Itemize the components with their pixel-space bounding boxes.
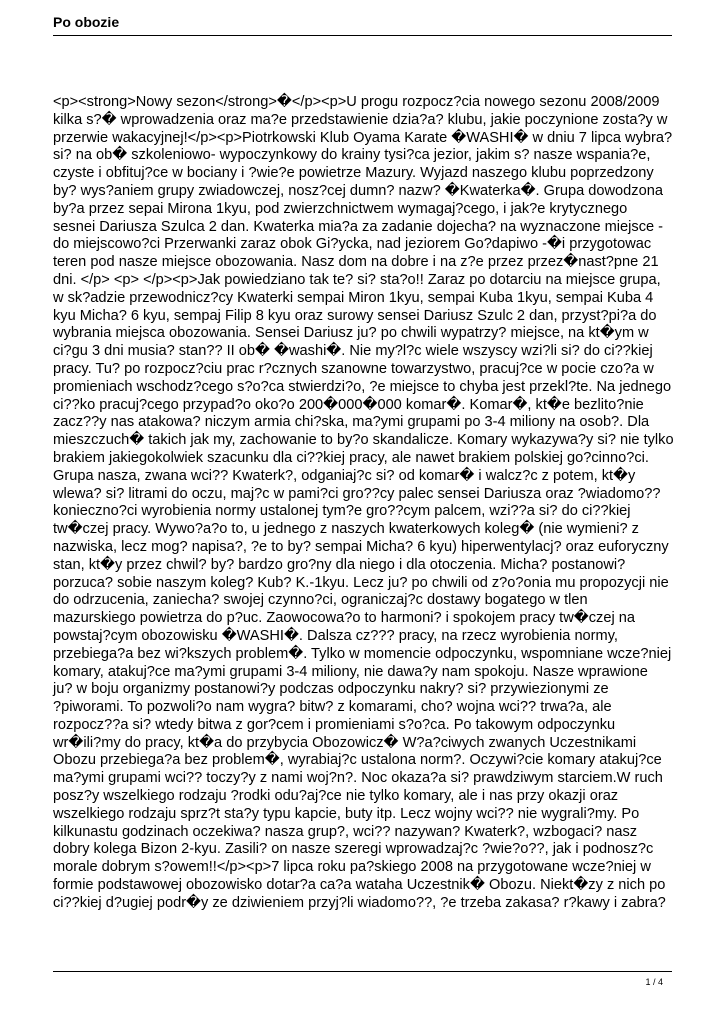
body-text-line: kyu Micha? 6 kyu, sempaj Filip 8 kyu oraz surowy sensei Dariusz Szulc 2 dan, przyst?pi?a do bbox=[53, 307, 657, 324]
body-text-line: posz?y wszelkiego rodzaju ?rodki odu?aj?ce nie tylko komary, ale i nas przy okazji oraz bbox=[53, 788, 619, 805]
body-text-line: wr�ili?my do pracy, kt�a do przybycia Obozowicz� W?a?ciwych zwanych Uczestnikami bbox=[53, 734, 637, 751]
body-text-line: komary, atakuj?ce ma?ymi grupami 3-4 miliony, nie dawa?y nam spokoju. Nasze wprawione bbox=[53, 663, 648, 680]
body-text-line: ci??kiej d?ugiej podr�y ze dziwieniem przyj?li wiadomo??, ?e trzeba zakasa? r?kawy i zabra? bbox=[53, 894, 666, 911]
body-text-line: wszelkiego rodzaju sprz?t sta?y typu kapcie, buty itp. Lecz wojny wci?? nie wygrali?my. Po bbox=[53, 805, 640, 822]
page-header-title: Po obozie bbox=[53, 14, 120, 30]
body-text-line: pracy. Tu? po rozpocz?ciu prac r?cznych szanowne towarzystwo, pracuj?ce w pocie czo?a w bbox=[53, 360, 654, 377]
body-text-line: ma?ymi grupami wci?? toczy?y z nami woj?n?. Noc okaza?a si? prawdziwym starciem.W ruch bbox=[53, 770, 663, 787]
body-text-line: przebiega?a bez wi?kszych problem�. Tylko w momencie odpoczynku, wspomniane wcze?niej bbox=[53, 645, 672, 662]
body-text-line: w sk?adzie przewodnicz?cy Kwaterki sempai Miron 1kyu, sempai Kuba 1kyu, sempai Kuba 4 bbox=[53, 289, 654, 306]
body-text-line: by?a przez sepai Mirona 1kyu, pod zwierzchnictwem wymagaj?cego, i jak?e krytycznego bbox=[53, 200, 628, 217]
body-text-line: powstaj?cym obozowisku �WASHI�. Dalsza cz??? pracy, na rzecz wyrobienia normy, bbox=[53, 627, 618, 644]
body-text-line: teren pod nasze miejsce obozowania. Nasz dom na dobre i na z?e przez przez�nast?pne 21 bbox=[53, 254, 659, 271]
body-text-line: tw�czej pracy. Wywo?a?o to, u jednego z naszych kwaterkowych koleg� (nie wymieni? z bbox=[53, 521, 639, 538]
body-text-line: si? na ob� szkoleniowo- wypoczynkowy do krainy tysi?ca jezior, jakim s? nasze wspania?e, bbox=[53, 147, 651, 164]
body-text-line: promieniach wschodz?cego s?o?ca stwierdzi?o, ?e miejsce to chyba jest przekl?te. Na jednego bbox=[53, 378, 672, 395]
body-text-line: <p><strong>Nowy sezon</strong>�</p><p>U progu rozpocz?cia nowego sezonu 2008/2009 bbox=[53, 94, 660, 110]
header-divider bbox=[53, 35, 672, 36]
document-body bbox=[53, 94, 678, 913]
body-text-line: do odrzucenia, zaniecha? swojej czynno?ci, ograniczaj?c dostawy bogatego w tlen bbox=[53, 592, 588, 609]
body-text-line: sesnei Dariusza Szulca 2 dan. Kwaterka mia?a za zadanie dojecha? na wyznaczone miejsce - bbox=[53, 218, 664, 235]
body-text-line: stan, kt�y przez chwil? by? bardzo gro?ny dla niego i dla otoczenia. Micha? postanowi? bbox=[53, 556, 626, 573]
body-text-line: ?piworami. To pozwoli?o nam wygra? bitw? z komarami, cho? wojna wci?? trwa?a, ale bbox=[53, 699, 612, 716]
body-text-line: konieczno?ci wyrobienia normy ustalonej tym?e gro??cym palcem, wzi??a si? do ci??kiej bbox=[53, 503, 631, 520]
body-text-line: rozpocz??a si? wtedy bitwa z gor?cem i promieniami s?o?ca. Po takowym odpoczynku bbox=[53, 716, 616, 733]
body-text-line: porzuca? sobie naszym koleg? Kub? K.-1kyu. Lecz ju? po chwili od z?o?onia mu propozycji nie bbox=[53, 574, 669, 591]
body-text-line: wlewa? si? litrami do oczu, maj?c w pami?ci gro??cy palec sensei Dariusza oraz ?wiadomo?? bbox=[53, 485, 661, 502]
body-text-line: ju? w boju organizmy postanowi?y podczas odpoczynku nakry? si? przywiezionymi ze bbox=[53, 681, 609, 698]
body-text-line: formie podstawowej obozowisko dotar?a ca?a wataha Uczestnik� Obozu. Niekt�zy z nich po bbox=[53, 877, 666, 894]
body-text-line: Grupa nasza, zwana wci?? Kwaterk?, odganiaj?c si? od komar� i walcz?c z potem, kt�y bbox=[53, 467, 636, 484]
footer-divider bbox=[53, 971, 672, 972]
body-text-line: przerwie wakacyjnej!</p><p>Piotrkowski Klub Oyama Karate �WASHI� w dniu 7 lipca wybra? bbox=[53, 129, 673, 146]
body-text-line: dni. </p> <p> </p><p>Jak powiedziano tak te? si? sta?o!! Zaraz po dotarciu na miejsce grupa, bbox=[53, 271, 661, 288]
body-text-line: mieszczuch� takich jak my, zachowanie to by?o skandalicze. Komary wykazywa?y si? nie tylko bbox=[53, 432, 674, 449]
body-text-line: ci??ko pracuj?cego przypad?o oko?o 200�000�000 komar�. Komar�, kt�e bezlito?nie bbox=[53, 396, 644, 413]
body-text-line: morale dobrym s?owem!!</p><p>7 lipca roku pa?skiego 2008 na przygotowane wcze?niej w bbox=[53, 859, 651, 876]
body-text-line: nazwiska, lecz mog? napisa?, ?e to by? sempai Micha? 6 kyu) hiperwentylacj? oraz euforyczny bbox=[53, 538, 669, 555]
body-text-line: brakiem jakiegokolwiek szacunku dla ci??kiej pracy, ale nawet brakiem polskiej go?cinno?ci. bbox=[53, 449, 649, 466]
body-text-line: kilkunastu godzinach oczekiwa? nasza grup?, wci?? nazywan? Kwaterk?, wzbogaci? nasz bbox=[53, 823, 638, 840]
body-text-line: dobry kolega Bizon 2-kyu. Zasili? on nasze szeregi wprowadzaj?c ?wie?o??, jak i podnosz?c bbox=[53, 841, 654, 858]
body-text-line: by? wys?aniem grupy zwiadowczej, nosz?cej dumn? nazw? �Kwaterka�. Grupa dowodzona bbox=[53, 182, 663, 199]
body-text-line: wybrania miejsca obozowania. Sensei Dariusz ju? po chwili wypatrzy? miejsce, na kt�ym w bbox=[53, 325, 649, 342]
body-text-line: zacz??y nas atakowa? niczym armia chi?ska, ma?ymi grupami po 3-4 miliony na osob?. Dla bbox=[53, 414, 650, 431]
page-number: 1 / 4 bbox=[645, 977, 663, 987]
body-text-line: kilka s?� wprowadzenia oraz ma?e przedstawienie dzia?a? klubu, jakie poczynione zosta?y w bbox=[53, 111, 668, 128]
body-text-line: ci?gu 3 dni musia? stan?? II ob� �washi�. Nie my?l?c wiele wszyscy wzi?li si? do ci??kiej bbox=[53, 343, 653, 360]
body-text-line: do miejscowo?ci Przerwanki zaraz obok Gi?ycka, nad jeziorem Go?dapiwo -�i przygotowac bbox=[53, 236, 652, 253]
body-text-line: mazurskiego powietrza do p?uc. Zaowocowa?o to harmoni? i spokojem pracy tw�czej na bbox=[53, 610, 635, 627]
body-text-line: Obozu przebiega?a bez problem�, wyrabiaj?c ustalona norm?. Oczywi?cie komary atakuj?ce bbox=[53, 752, 662, 769]
body-text-line: czyste i obfituj?ce w bociany i ?wie?e powietrze Mazury. Wyjazd naszego klubu poprzedzony bbox=[53, 165, 654, 182]
